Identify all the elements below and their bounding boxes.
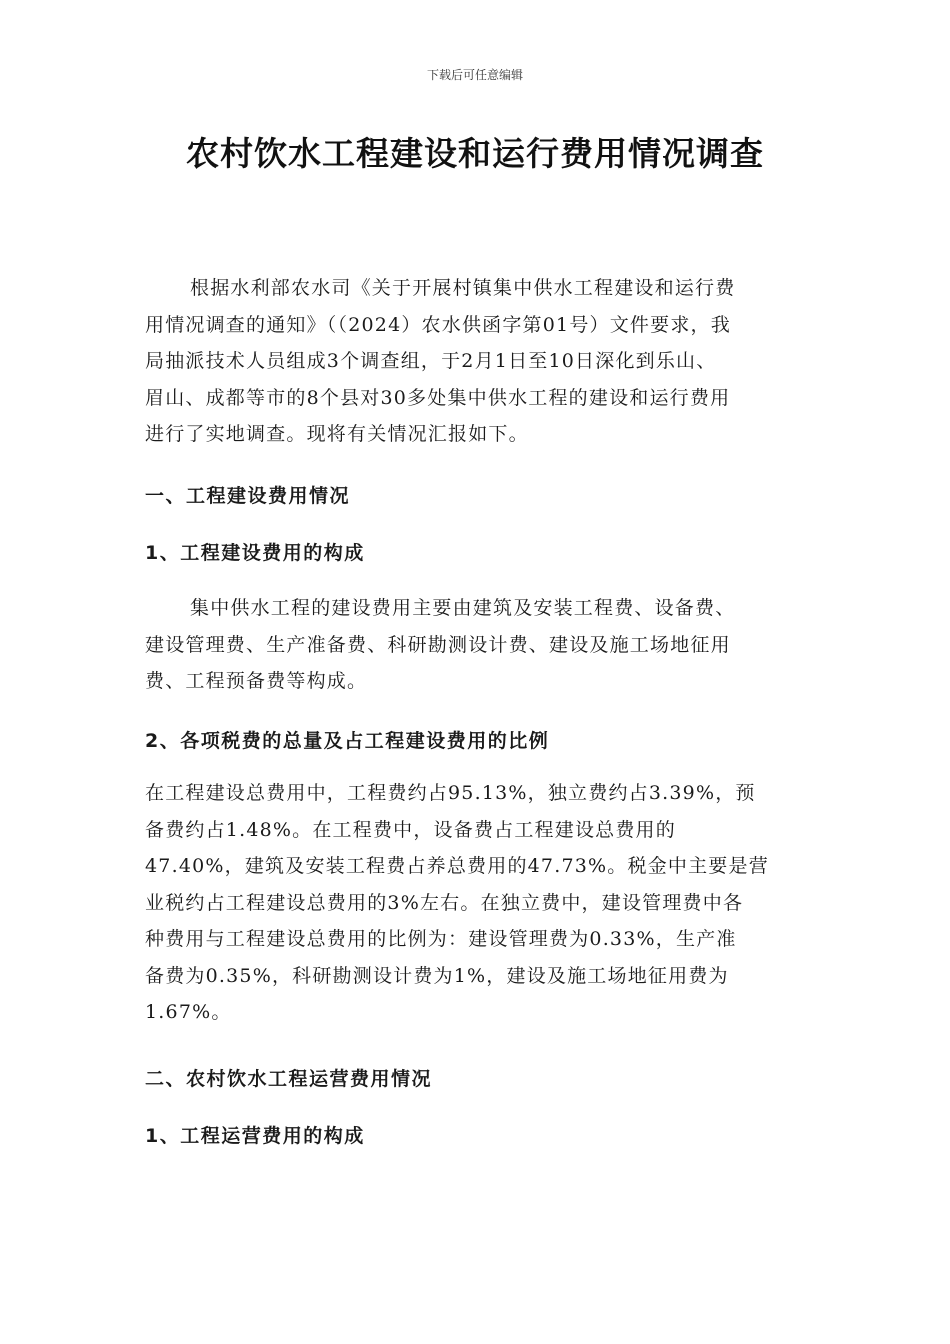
header-note: 下载后可任意编辑: [426, 68, 523, 82]
paragraph-line: 备费为0.35%，科研勘测设计费为1%，建设及施工场地征用费为: [145, 964, 729, 987]
intro-line: 眉山、成都等市的8个县对30多处集中供水工程的建设和运行费用: [145, 386, 731, 409]
subsection-heading-2-1: 1、工程运营费用的构成: [145, 1125, 365, 1147]
section-heading-1: 一、工程建设费用情况: [145, 485, 351, 507]
construction-cost-paragraph: [145, 590, 810, 700]
subsection-heading-1-1: 1、工程建设费用的构成: [145, 542, 365, 564]
tax-ratio-paragraph: [145, 775, 810, 1031]
subsection-heading-1-2: 2、各项税费的总量及占工程建设费用的比例: [145, 730, 550, 752]
paragraph-line: 备费约占1.48%。在工程费中，设备费占工程建设总费用的: [145, 818, 676, 841]
paragraph-line: 集中供水工程的建设费用主要由建筑及安装工程费、设备费、: [190, 597, 736, 619]
intro-line: 进行了实地调查。现将有关情况汇报如下。: [145, 423, 529, 445]
section-heading-2: 二、农村饮水工程运营费用情况: [145, 1068, 433, 1090]
paragraph-line: 费、工程预备费等构成。: [145, 670, 368, 692]
intro-line: 用情况调查的通知》（（2024）农水供函字第01号）文件要求，我: [145, 313, 731, 336]
intro-line: 局抽派技术人员组成3个调查组，于2月1日至10日深化到乐山、: [145, 350, 717, 372]
paragraph-line: 在工程建设总费用中，工程费约占95.13%，独立费约占3.39%，预: [145, 782, 756, 804]
intro-paragraph: [145, 270, 810, 453]
intro-line: 根据水利部农水司《关于开展村镇集中供水工程建设和运行费: [190, 277, 736, 299]
paragraph-line: 47.40%，建筑及安装工程费占养总费用的47.73%。税金中主要是营: [145, 855, 769, 877]
paragraph-line: 业税约占工程建设总费用的3%左右。在独立费中，建设管理费中各: [145, 891, 744, 914]
paragraph-line: 种费用与工程建设总费用的比例为：建设管理费为0.33%，生产准: [145, 928, 737, 950]
paragraph-line: 1.67%。: [145, 1001, 232, 1023]
paragraph-line: 建设管理费、生产准备费、科研勘测设计费、建设及施工场地征用: [145, 633, 731, 656]
document-title: 农村饮水工程建设和运行费用情况调查: [186, 134, 764, 173]
